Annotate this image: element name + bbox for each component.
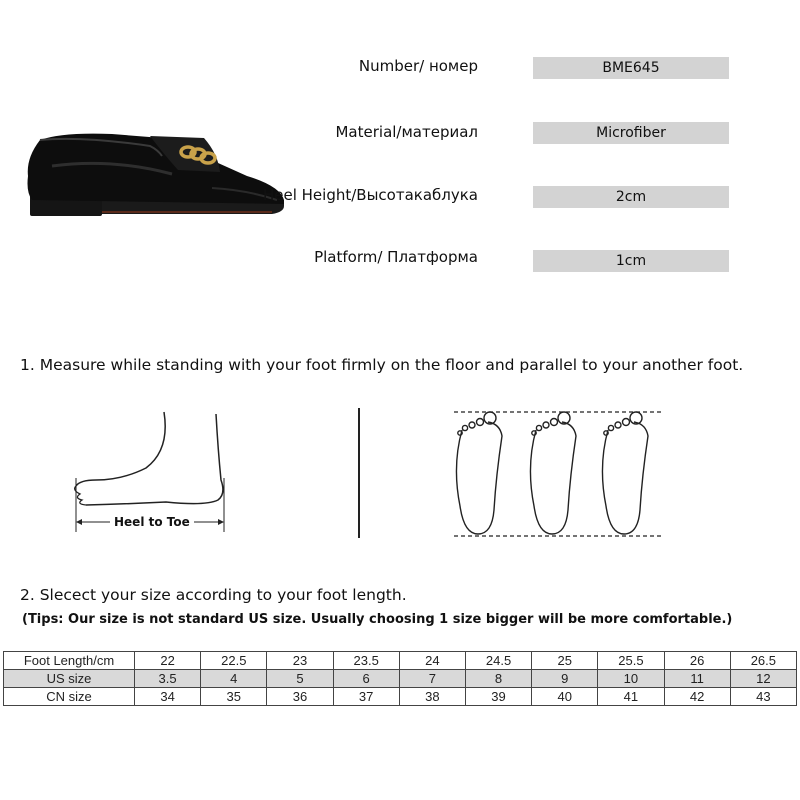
row-header: CN size [4, 688, 135, 706]
shoe-image [22, 128, 292, 224]
table-cell: 26 [664, 652, 730, 670]
table-cell: 25.5 [598, 652, 664, 670]
table-cell: 4 [201, 670, 267, 688]
table-cell: 35 [201, 688, 267, 706]
table-cell: 36 [267, 688, 333, 706]
table-cell: 40 [532, 688, 598, 706]
feet-top-diagram [448, 406, 668, 544]
table-cell: 39 [465, 688, 531, 706]
table-cell: 41 [598, 688, 664, 706]
spec-label-platform: Platform/ Платформа [314, 248, 478, 266]
table-cell: 9 [532, 670, 598, 688]
size-tips: (Tips: Our size is not standard US size. Usually choosing 1 size bigger will be more comfortable.) [22, 612, 733, 627]
step-1-instruction: 1. Measure while standing with your foot firmly on the floor and parallel to your another foot. [20, 356, 744, 374]
table-cell: 22.5 [201, 652, 267, 670]
table-cell: 37 [333, 688, 399, 706]
table-cell: 25 [532, 652, 598, 670]
spec-value-number: BME645 [533, 57, 729, 79]
spec-value-heel-height: 2cm [533, 186, 729, 208]
spec-value-material: Microfiber [533, 122, 729, 144]
table-cell: 3.5 [135, 670, 201, 688]
table-cell: 42 [664, 688, 730, 706]
table-cell: 43 [730, 688, 796, 706]
table-cell: 26.5 [730, 652, 796, 670]
spec-label-number: Number/ номер [358, 57, 478, 75]
spec-label-material: Material/материал [335, 123, 478, 141]
diagram-divider [358, 408, 360, 538]
step-2-instruction: 2. Slecect your size according to your foot length. [20, 586, 407, 604]
table-cell: 6 [333, 670, 399, 688]
row-header: US size [4, 670, 135, 688]
size-table [3, 651, 797, 706]
table-cell: 38 [399, 688, 465, 706]
spec-label-heel-height: Heel Height/Высотакаблука [262, 186, 478, 204]
table-cell: 10 [598, 670, 664, 688]
table-row [4, 688, 797, 706]
table-cell: 24 [399, 652, 465, 670]
heel-to-toe-label: Heel to Toe [114, 515, 190, 529]
table-row [4, 670, 797, 688]
table-cell: 23.5 [333, 652, 399, 670]
table-cell: 24.5 [465, 652, 531, 670]
table-cell: 7 [399, 670, 465, 688]
table-row [4, 652, 797, 670]
table-cell: 34 [135, 688, 201, 706]
table-cell: 12 [730, 670, 796, 688]
table-cell: 11 [664, 670, 730, 688]
table-cell: 22 [135, 652, 201, 670]
spec-value-platform: 1cm [533, 250, 729, 272]
table-cell: 5 [267, 670, 333, 688]
table-cell: 8 [465, 670, 531, 688]
table-cell: 23 [267, 652, 333, 670]
row-header: Foot Length/cm [4, 652, 135, 670]
